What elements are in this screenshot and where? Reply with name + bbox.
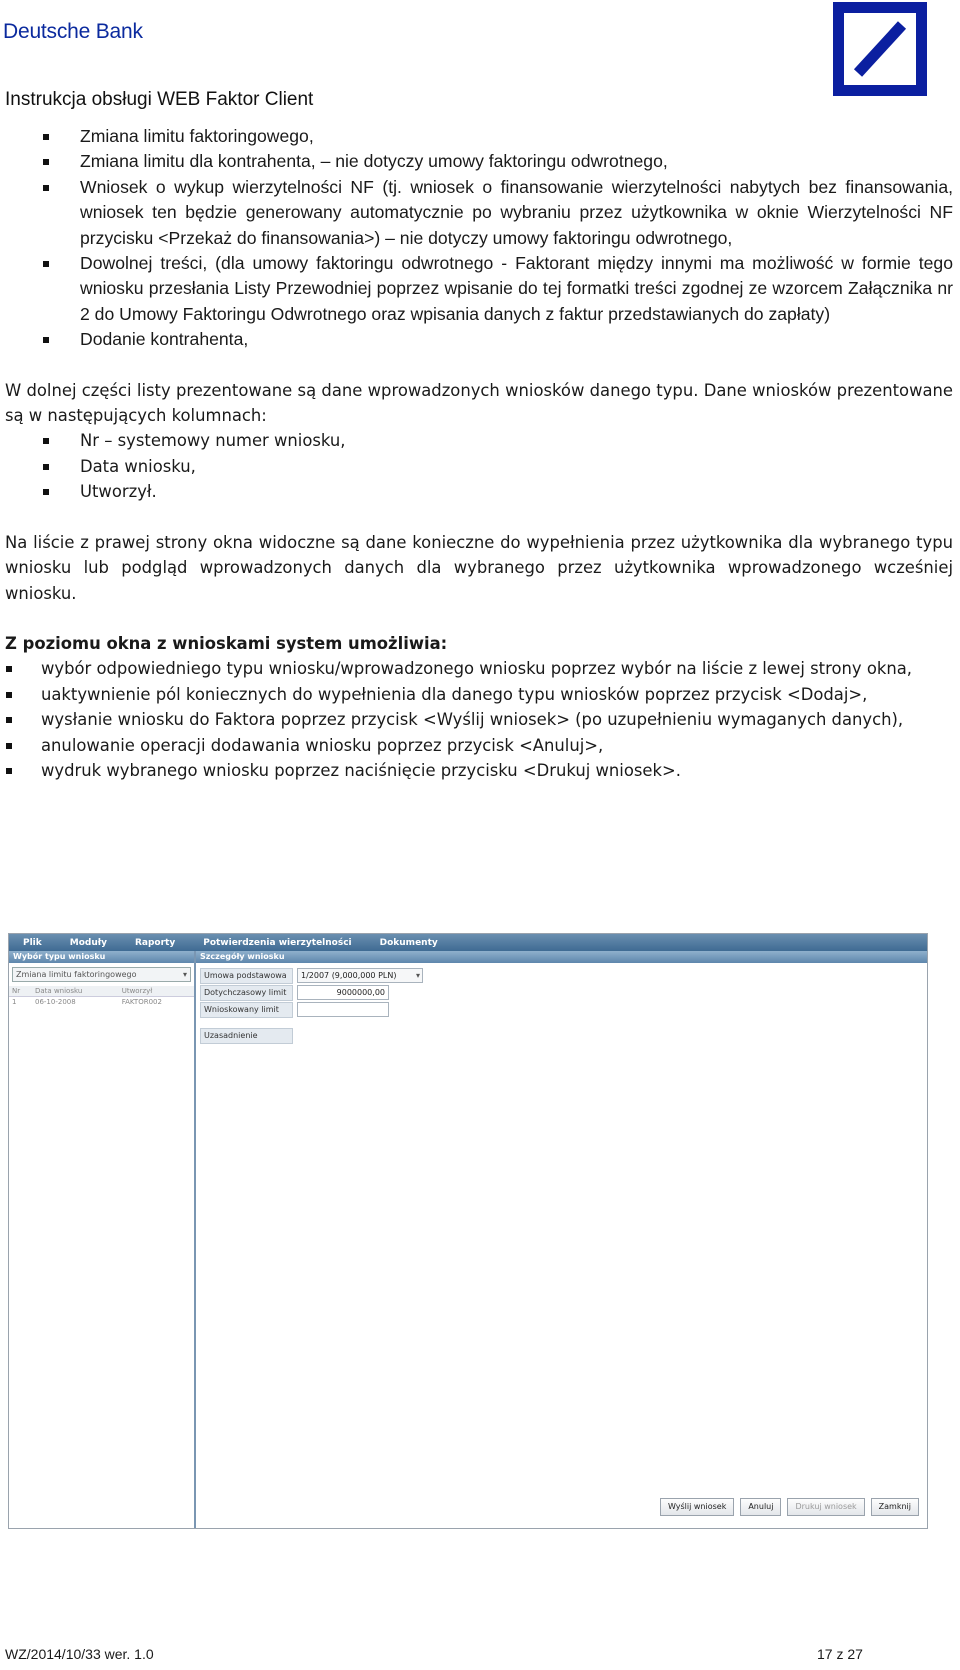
button-bar bbox=[660, 1498, 919, 1516]
list-item: Nr – systemowy numer wniosku, bbox=[5, 428, 953, 453]
limit-label: Dotychczasowy limit bbox=[200, 985, 293, 1001]
close-button[interactable]: Zamknij bbox=[871, 1498, 919, 1516]
table-cell: 1 bbox=[12, 998, 17, 1006]
document-title: Instrukcja obsługi WEB Faktor Client bbox=[5, 89, 314, 110]
section-heading: Z poziomu okna z wnioskami system umożliwia: bbox=[5, 633, 448, 653]
list-item: Zmiana limitu dla kontrahenta, – nie dotyczy umowy faktoringu odwrotnego, bbox=[5, 149, 953, 174]
brand-name: Deutsche Bank bbox=[3, 20, 143, 43]
limit-field[interactable]: 9000000,00 bbox=[297, 985, 389, 1000]
columns-list bbox=[5, 428, 953, 504]
list-item: wydruk wybranego wniosku poprzez naciśnięcie przycisku <Drukuj wniosek>. bbox=[5, 758, 953, 783]
request-types-list bbox=[5, 124, 953, 353]
list-item: wybór odpowiedniego typu wniosku/wprowadzonego wniosku poprzez wybór na liście z lewej strony okna, bbox=[5, 656, 953, 681]
column-header[interactable]: Data wniosku bbox=[32, 986, 119, 997]
table-cell: FAKTOR002 bbox=[121, 998, 162, 1006]
cancel-button[interactable]: Anuluj bbox=[740, 1498, 781, 1516]
left-panel-title: Wybór typu wniosku bbox=[9, 951, 194, 963]
list-item: anulowanie operacji dodawania wniosku poprzez przycisk <Anuluj>, bbox=[5, 733, 953, 758]
document-body bbox=[5, 124, 953, 783]
list-item: uaktywnienie pól koniecznych do wypełnienia dla danego typu wniosków poprzez przycisk <Dodaj>, bbox=[5, 682, 953, 707]
paragraph: W dolnej części listy prezentowane są dane wprowadzonych wniosków danego typu. Dane wniosków prezentowane są w następujących kolumnach: bbox=[5, 380, 953, 426]
table-row[interactable] bbox=[9, 997, 194, 1008]
list-item: Zmiana limitu faktoringowego, bbox=[5, 124, 953, 149]
table-header-row bbox=[9, 986, 194, 997]
umowa-select[interactable]: 1/2007 (9,000,000 PLN) ▾ bbox=[297, 968, 423, 983]
capabilities-list bbox=[5, 656, 953, 783]
menu-item-raporty[interactable]: Raporty bbox=[134, 937, 176, 948]
menu-item-moduly[interactable]: Moduły bbox=[69, 937, 107, 948]
right-panel bbox=[196, 951, 927, 1528]
wnioskowany-limit-label: Wnioskowany limit bbox=[200, 1002, 293, 1018]
wnioskowany-limit-field[interactable] bbox=[297, 1002, 389, 1017]
list-item: Dodanie kontrahenta, bbox=[5, 327, 953, 352]
menu-item-plik[interactable]: Plik bbox=[23, 937, 42, 948]
request-type-select[interactable]: Zmiana limitu faktoringowego ▾ bbox=[12, 967, 191, 982]
requests-table bbox=[9, 986, 194, 1007]
print-request-button[interactable]: Drukuj wniosek bbox=[787, 1498, 864, 1516]
footer-document-id: WZ/2014/10/33 wer. 1.0 bbox=[5, 1646, 154, 1662]
uzasadnienie-label: Uzasadnienie bbox=[200, 1028, 293, 1044]
table-cell: 06-10-2008 bbox=[35, 998, 76, 1006]
umowa-label: Umowa podstawowa bbox=[200, 968, 293, 984]
footer-page-number: 17 z 27 bbox=[817, 1646, 863, 1662]
menu-item-dokumenty[interactable]: Dokumenty bbox=[379, 937, 438, 948]
left-panel bbox=[9, 951, 196, 1528]
list-item: Dowolnej treści, (dla umowy faktoringu odwrotnego - Faktorant między innymi ma możliwość w formie tego wniosku przesłania Listy Przewodniej poprzez wpisanie do tej formatki treści zgodnej ze wzorcem Załącznika nr 2 do Umowy Faktoringu Odwrotnego oraz wpisania danych z faktur przedstawianych do zapłaty) bbox=[5, 251, 953, 327]
list-item: Wniosek o wykup wierzytelności NF (tj. wniosek o finansowanie wierzytelności nabytych bez finansowania, wniosek ten będzie generowany automatycznie po wybraniu przez użytkownika w oknie Wierzytelności NF przycisku <Przekaż do finansowania>) – nie dotyczy umowy faktoringu odwrotnego, bbox=[5, 175, 953, 251]
column-header[interactable]: Nr bbox=[9, 986, 32, 997]
request-form bbox=[196, 963, 927, 1048]
menu-item-potwierdzenia[interactable]: Potwierdzenia wierzytelności bbox=[203, 937, 352, 948]
paragraph: Na liście z prawej strony okna widoczne są dane konieczne do wypełnienia przez użytkownika dla wybranego typu wniosku lub podgląd wprowadzonych danych dla wybranego przez użytkownika wprowadzonego wcześniej wniosku. bbox=[5, 532, 953, 603]
column-header[interactable]: Utworzył bbox=[119, 986, 194, 997]
bank-logo-icon bbox=[833, 2, 927, 96]
list-item: Utworzył. bbox=[5, 479, 953, 504]
menu-bar bbox=[9, 934, 927, 951]
send-request-button[interactable]: Wyślij wniosek bbox=[660, 1498, 734, 1516]
application-screenshot bbox=[8, 933, 928, 1529]
list-item: wysłanie wniosku do Faktora poprzez przycisk <Wyślij wniosek> (po uzupełnieniu wymaganych danych), bbox=[5, 707, 953, 732]
list-item: Data wniosku, bbox=[5, 454, 953, 479]
right-panel-title: Szczegóły wniosku bbox=[196, 951, 927, 963]
